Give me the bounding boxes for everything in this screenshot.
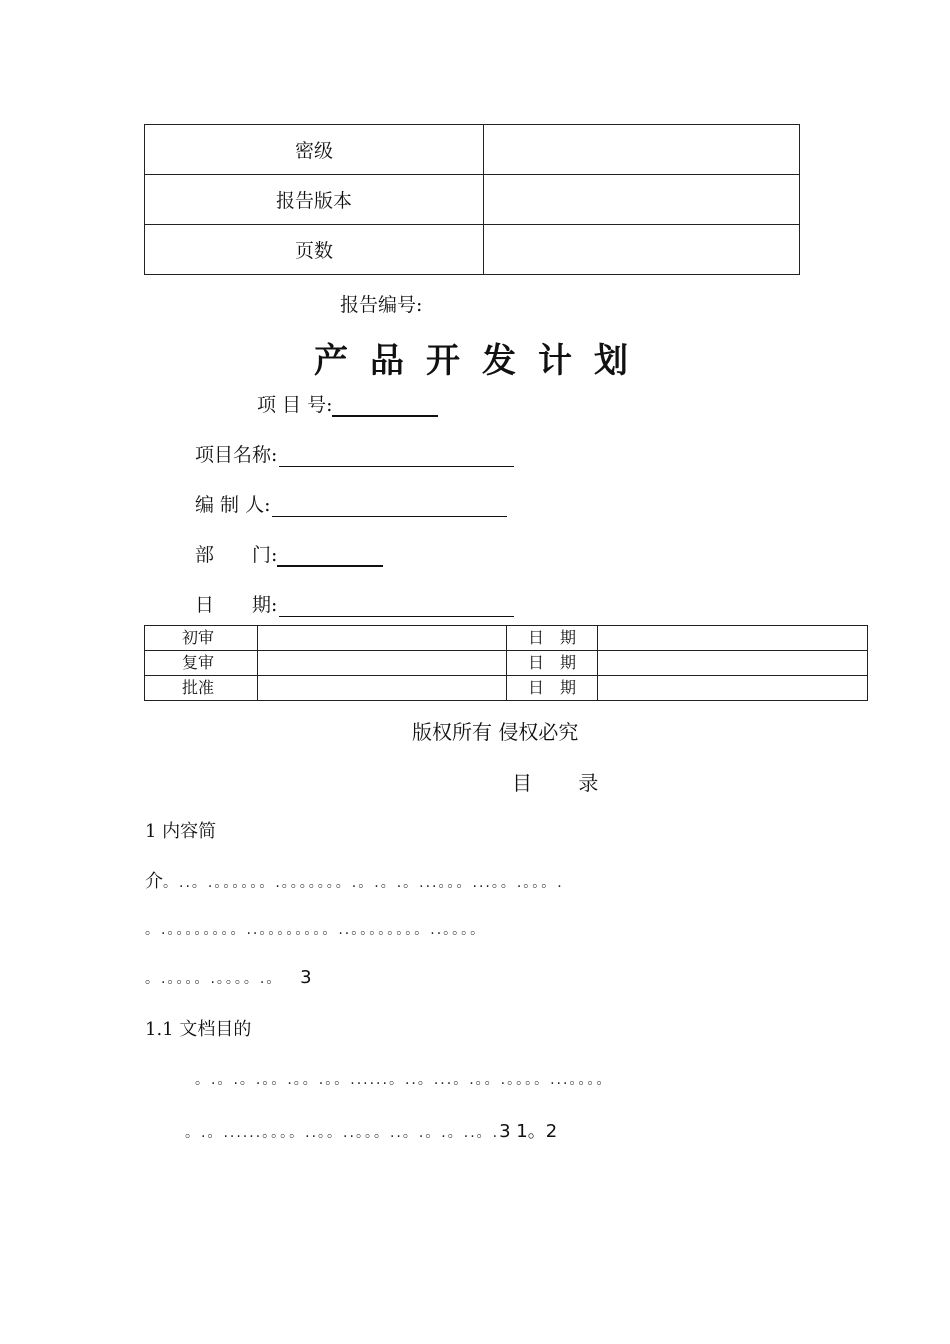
approval-label: 初审 bbox=[145, 626, 258, 651]
project-name-field bbox=[195, 440, 514, 467]
toc-page-number: 3 1。2 bbox=[499, 1121, 558, 1142]
author-field bbox=[195, 490, 507, 517]
toc-title: 目 录 bbox=[512, 771, 619, 795]
project-number-line bbox=[332, 395, 438, 417]
table-row bbox=[145, 225, 800, 275]
table-row bbox=[145, 651, 868, 676]
meta-label-security: 密级 bbox=[145, 125, 484, 175]
approval-signature-cell bbox=[258, 626, 507, 651]
author-line bbox=[272, 496, 507, 517]
toc-entry-1[interactable] bbox=[145, 817, 216, 843]
toc-entry-1-1[interactable] bbox=[145, 1015, 251, 1041]
toc-page-number: 3 bbox=[300, 967, 312, 988]
date-line bbox=[279, 596, 514, 617]
toc-entry-1-continued[interactable] bbox=[145, 867, 564, 893]
meta-value-version bbox=[484, 175, 800, 225]
meta-label-pages: 页数 bbox=[145, 225, 484, 275]
approval-date-label: 日 期 bbox=[507, 676, 598, 701]
copyright-notice: 版权所有 侵权必究 bbox=[412, 720, 579, 744]
department-line bbox=[277, 545, 383, 567]
project-number-label: 项 目 号: bbox=[257, 394, 333, 416]
approval-date-cell bbox=[598, 651, 868, 676]
approval-label: 批准 bbox=[145, 676, 258, 701]
author-label: 编 制 人: bbox=[195, 494, 271, 516]
approval-label: 复审 bbox=[145, 651, 258, 676]
report-number-label: 报告编号: bbox=[340, 294, 423, 316]
approval-date-cell bbox=[598, 676, 868, 701]
toc-entry-1-text: 1 内容简 bbox=[145, 821, 217, 842]
date-label: 日 期: bbox=[195, 594, 278, 616]
document-meta-table bbox=[144, 124, 800, 275]
meta-value-pages bbox=[484, 225, 800, 275]
table-row bbox=[145, 626, 868, 651]
department-field bbox=[195, 540, 383, 567]
project-name-line bbox=[279, 446, 514, 467]
project-name-label: 项目名称: bbox=[195, 444, 278, 466]
toc-leader-line bbox=[195, 1068, 612, 1089]
approval-signature-cell bbox=[258, 676, 507, 701]
meta-label-version: 报告版本 bbox=[145, 175, 484, 225]
table-row bbox=[145, 175, 800, 225]
approval-date-label: 日 期 bbox=[507, 626, 598, 651]
toc-leader-dots: 。..。.。。。。。。.。。。。。。。.。.。.。...。。。...。。.。。。. bbox=[163, 875, 564, 891]
approval-signature-cell bbox=[258, 651, 507, 676]
toc-leader-dots: 。.。。。。。。。。..。。。。。。。。..。。。。。。。。..。。。。 bbox=[145, 922, 487, 938]
toc-leader-dots: 。.。.。.。。.。。.。。......。..。...。.。。.。。。。...。。。。 bbox=[195, 1072, 613, 1088]
toc-leader-line bbox=[145, 967, 312, 988]
toc-leader-line bbox=[185, 1117, 557, 1143]
toc-entry-1-text-cont: 介 bbox=[145, 871, 163, 892]
table-row bbox=[145, 676, 868, 701]
toc-entry-1-1-text: 1.1 文档目的 bbox=[145, 1019, 252, 1040]
page-title: 产品开发计划 bbox=[314, 341, 650, 381]
table-row bbox=[145, 125, 800, 175]
project-number-field bbox=[257, 390, 438, 417]
toc-leader-dots: 。.。......。。。。..。。..。。。..。.。.。..。. bbox=[185, 1125, 500, 1141]
approval-date-label: 日 期 bbox=[507, 651, 598, 676]
meta-value-security bbox=[484, 125, 800, 175]
department-label: 部 门: bbox=[195, 544, 278, 566]
approval-table bbox=[144, 625, 868, 701]
toc-leader-line bbox=[145, 918, 486, 939]
toc-leader-dots: 。.。。。。.。。。。.。 bbox=[145, 971, 283, 987]
approval-date-cell bbox=[598, 626, 868, 651]
date-field bbox=[195, 590, 514, 617]
